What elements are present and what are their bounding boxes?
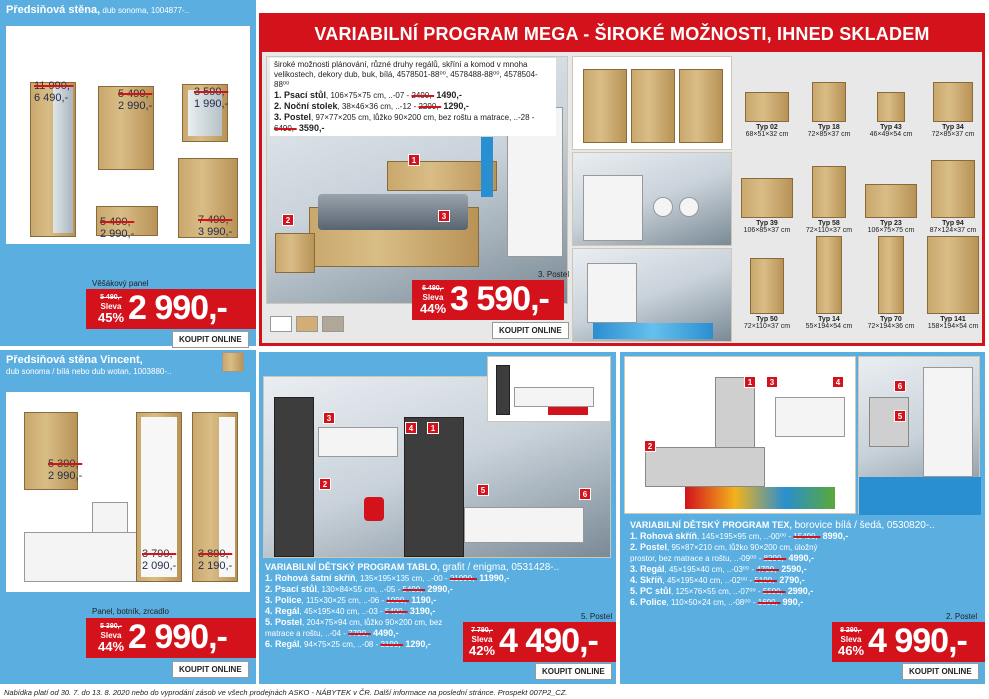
type-shape <box>812 166 846 218</box>
tablo-item-1: 1. Rohová šatní skříň, 135×195×135 cm, ..-00 - 21990,- 11990,- <box>265 573 510 583</box>
price-bench: 5 490,- 2 990,- <box>100 216 135 240</box>
shoe-cabinet <box>24 532 144 582</box>
hallway-vincent-panel <box>0 350 256 684</box>
tex-room-photo <box>624 356 856 514</box>
product-subtitle: dub sonoma / bílá nebo dub wotan, 1003880-.. <box>6 367 172 376</box>
bed <box>309 207 479 267</box>
price-coat-panel: 5 490,- 2 990,- <box>118 88 153 112</box>
type-item <box>922 248 984 344</box>
type-name: Typ 23 <box>880 220 902 227</box>
type-name: Typ 02 <box>756 124 778 131</box>
buy-online-button[interactable]: KOUPIT ONLINE <box>492 322 569 339</box>
price-shelf-cabinet: 3 890,- 2 190,- <box>198 548 233 572</box>
marker-6: 6 <box>579 488 591 500</box>
tex-list: VARIABILNÍ DĚTSKÝ PROGRAM TEX, borovice bílá / šedá, 0530820-.. 1. Rohová skříň, 145×195×95 cm, ..-00⁰⁰ - 15490,- 8990,- 2. Postel, 95×87×210 cm, lůžko 90×200 cm, úložný prostor, bez matrace a roštu, ..-09⁰⁰ - 8290,- 4990,- 3. Regál, 45×195×40 cm, ..-03⁰⁰ - 4790,- 2590,- 4. Skříň, 45×195×40 cm, ..-02⁰⁰ - 5190,- 2790,- 5. PC stůl, 125×76×55 cm, ..-07⁰⁰ - 5590,- 2990,- 6. Police, 110×50×24 cm, ..-08⁰⁰ - 1690,- 990,- <box>630 520 935 607</box>
marker-1: 1 <box>427 422 439 434</box>
type-item <box>736 56 798 152</box>
type-item <box>736 152 798 248</box>
product-title: Předsiňová stěna Vincent, <box>6 354 143 366</box>
type-shape <box>816 236 842 314</box>
type-item <box>860 152 922 248</box>
type-name: Typ 43 <box>880 124 902 131</box>
photo-caption: 3. Postel <box>538 270 570 279</box>
type-shape <box>865 184 917 218</box>
type-dims: 72×85×37 cm <box>807 131 851 138</box>
type-name: Typ 14 <box>818 316 840 323</box>
product-caption: Panel, botník, zrcadlo <box>92 607 169 616</box>
type-shape <box>745 92 789 122</box>
type-shape <box>750 258 784 314</box>
type-item <box>860 56 922 152</box>
type-shape <box>933 82 973 122</box>
type-dims: 68×51×32 cm <box>745 131 789 138</box>
mega-item-3: 3. Postel, 97×77×205 cm, lůžko 90×200 cm, bez roštu a matrace, ..-28 - 6490,- 3590,- <box>274 112 535 133</box>
type-dims: 72×110×37 cm <box>743 323 791 330</box>
blue-accent <box>481 137 493 197</box>
type-name: Typ 39 <box>756 220 778 227</box>
type-dims: 46×49×54 cm <box>869 131 913 138</box>
sale-price: 3 590,- <box>450 280 549 318</box>
type-shape <box>812 82 846 122</box>
type-item <box>798 248 860 344</box>
tablo-program-panel <box>259 352 616 684</box>
type-item <box>798 56 860 152</box>
photo-caption: 2. Postel <box>946 612 978 621</box>
discount-badge: 5 390,- Sleva 44% <box>97 623 125 654</box>
mega-item-2: 2. Noční stolek, 38×46×36 cm, ..-12 - 2290,- 1290,- <box>274 101 469 111</box>
sale-price: 2 990,- <box>128 618 227 656</box>
price-shoe-cabinet: 7 490,- 3 990,- <box>198 214 233 238</box>
hallway-wall-panel <box>0 0 256 346</box>
discount-badge: 6 490,- Sleva 44% <box>419 285 447 316</box>
mega-description: široké možnosti plánování, různé druhy regálů, skříní a komod v mnoha velikostech, dekory dub, buk, bílá, 4578501-88⁰⁰, 4578488-88⁰⁰, 4578504-88⁰⁰ 1. Psací stůl, 106×75×75 cm, ..-07 - 2490,- 1490,- 2. Noční stolek, 38×46×36 cm, ..-12 - 2290,- 1290,- 3. Postel, 97×77×205 cm, lůžko 90×200 cm, bez roštu a matrace, ..-28 - 6490,- 3590,- <box>270 58 556 136</box>
mega-program-panel <box>259 13 985 346</box>
mega-photo-3 <box>572 152 732 246</box>
mega-item-1: 1. Psací stůl, 106×75×75 cm, ..-07 - 2490,- 1490,- <box>274 90 462 100</box>
type-dims: 72×110×37 cm <box>805 227 853 234</box>
type-shape <box>878 236 904 314</box>
type-dims: 87×124×37 cm <box>929 227 977 234</box>
sale-price: 2 990,- <box>128 289 227 327</box>
type-name: Typ 70 <box>880 316 902 323</box>
type-dims: 158×194×54 cm <box>927 323 979 330</box>
marker-6: 6 <box>894 380 906 392</box>
type-item <box>922 152 984 248</box>
mega-photo-2 <box>572 56 732 150</box>
buy-online-button[interactable]: KOUPIT ONLINE <box>902 663 979 680</box>
type-name: Typ 141 <box>940 316 966 323</box>
mega-photo-4 <box>572 248 732 342</box>
type-name: Typ 94 <box>942 220 964 227</box>
tablo-photo-2 <box>487 356 611 422</box>
type-name: Typ 58 <box>818 220 840 227</box>
tex-program-panel <box>620 352 985 684</box>
tablo-item-6: 6. Regál, 94×75×25 cm, ..-08 - 2190,- 1290,- <box>265 639 431 649</box>
tablo-item-5: 5. Postel, 204×75×94 cm, lůžko 90×200 cm, bez matrace a roštu, ..-04 - 7790,- 4490,- <box>265 617 443 638</box>
price-tall-cabinet: 3 790,- 2 090,- <box>142 548 177 572</box>
type-name: Typ 50 <box>756 316 778 323</box>
discount-badge: 5 490,- Sleva 45% <box>97 294 125 325</box>
marker-1: 1 <box>744 376 756 388</box>
marker-2: 2 <box>319 478 331 490</box>
buy-online-button[interactable]: KOUPIT ONLINE <box>172 661 249 678</box>
swatch-white[interactable] <box>270 316 292 332</box>
type-dims: 55×194×54 cm <box>805 323 853 330</box>
type-dims: 72×194×36 cm <box>867 323 915 330</box>
swatch-oak[interactable] <box>296 316 318 332</box>
price-mirror: 3 590,- 1 990,- <box>194 86 229 110</box>
type-item <box>736 248 798 344</box>
swatch-grey[interactable] <box>322 316 344 332</box>
marker-2: 2 <box>282 214 294 226</box>
sale-price: 4 490,- <box>499 622 598 660</box>
tex-item-4: 4. Skříň, 45×195×40 cm, ..-02⁰⁰ - 5190,- 2790,- <box>630 575 805 585</box>
marker-4: 4 <box>832 376 844 388</box>
type-name: Typ 34 <box>942 124 964 131</box>
type-dims: 106×75×75 cm <box>867 227 915 234</box>
tablo-item-3: 3. Police, 115×30×25 cm, ..-06 - 1990,- 1190,- <box>265 595 437 605</box>
tex-item-5: 5. PC stůl, 125×76×55 cm, ..-07⁰⁰ - 5590,- 2990,- <box>630 586 814 596</box>
marker-4: 4 <box>405 422 417 434</box>
tablo-item-4: 4. Regál, 45×195×40 cm, ..-03 - 5490,- 3190,- <box>265 606 436 616</box>
product-caption: Věšákový panel <box>92 279 149 288</box>
buy-online-button[interactable]: KOUPIT ONLINE <box>172 331 249 348</box>
discount-badge: 7 790,- Sleva 42% <box>468 627 496 658</box>
color-swatch[interactable] <box>222 352 244 372</box>
tablo-list: VARIABILNÍ DĚTSKÝ PROGRAM TABLO, grafit / enigma, 0531428-.. 1. Rohová šatní skříň, 135×195×135 cm, ..-00 - 21990,- 11990,- 2. Psací stůl, 130×84×55 cm, ..-05 - 5490,- 2990,- 3. Police, 115×30×25 cm, ..-06 - 1990,- 1190,- 4. Regál, 45×195×40 cm, ..-03 - 5490,- 3190,- 5. Postel, 204×75×94 cm, lůžko 90×200 cm, bez matrace a roštu, ..-04 - 7790,- 4490,- 6. Regál, 94×75×25 cm, ..-08 - 2190,- 1290,- <box>265 562 560 649</box>
tex-item-6: 6. Police, 110×50×24 cm, ..-08⁰⁰ - 1690,- 990,- <box>630 597 804 607</box>
price-wall: 11 990,- 6 490,- <box>34 80 74 104</box>
photo-caption: 5. Postel <box>581 612 613 621</box>
sale-price: 4 990,- <box>868 622 967 660</box>
type-shape <box>741 178 793 218</box>
type-item <box>922 56 984 152</box>
marker-3: 3 <box>323 412 335 424</box>
tex-item-3: 3. Regál, 45×195×40 cm, ..-03⁰⁰ - 4790,- 2590,- <box>630 564 807 574</box>
marker-5: 5 <box>894 410 906 422</box>
type-dims: 106×85×37 cm <box>743 227 791 234</box>
marker-2: 2 <box>644 440 656 452</box>
price-panel: 5 390,- 2 990,- <box>48 458 83 482</box>
type-shape <box>877 92 905 122</box>
marker-1: 1 <box>408 154 420 166</box>
type-shape <box>927 236 979 314</box>
tex-item-2: 2. Postel, 95×87×210 cm, lůžko 90×200 cm, úložný prostor, bez matrace a roštu, ..-09⁰⁰ - 8290,- 4990,- <box>630 542 818 563</box>
tablo-item-2: 2. Psací stůl, 130×84×55 cm, ..-05 - 5490,- 2990,- <box>265 584 453 594</box>
mega-title: VARIABILNÍ PROGRAM MEGA - ŠIROKÉ MOŽNOSTI, IHNED SKLADEM <box>262 16 982 52</box>
tex-item-1: 1. Rohová skříň, 145×195×95 cm, ..-00⁰⁰ - 15490,- 8990,- <box>630 531 849 541</box>
type-name: Typ 18 <box>818 124 840 131</box>
legal-footer: Nabídka platí od 30. 7. do 13. 8. 2020 nebo do vyprodání zásob ve všech prodejnách ASKO - NÁBYTEK v ČR. Další informace na poslední stránce. Prospekt 007P2_CZ. <box>4 688 568 697</box>
type-shape <box>931 160 975 218</box>
product-title: Předsiňová stěna, dub sonoma, 1004877-.. <box>6 4 190 16</box>
type-dims: 72×85×37 cm <box>931 131 975 138</box>
marker-5: 5 <box>477 484 489 496</box>
type-item <box>860 248 922 344</box>
type-item <box>798 152 860 248</box>
mirror-cabinet <box>30 82 76 237</box>
tex-photo-2 <box>858 356 980 514</box>
discount-badge: 8 290,- Sleva 46% <box>837 627 865 658</box>
buy-online-button[interactable]: KOUPIT ONLINE <box>535 663 612 680</box>
product-photo <box>6 26 250 244</box>
marker-3: 3 <box>438 210 450 222</box>
night-stand <box>275 233 315 273</box>
marker-3: 3 <box>766 376 778 388</box>
